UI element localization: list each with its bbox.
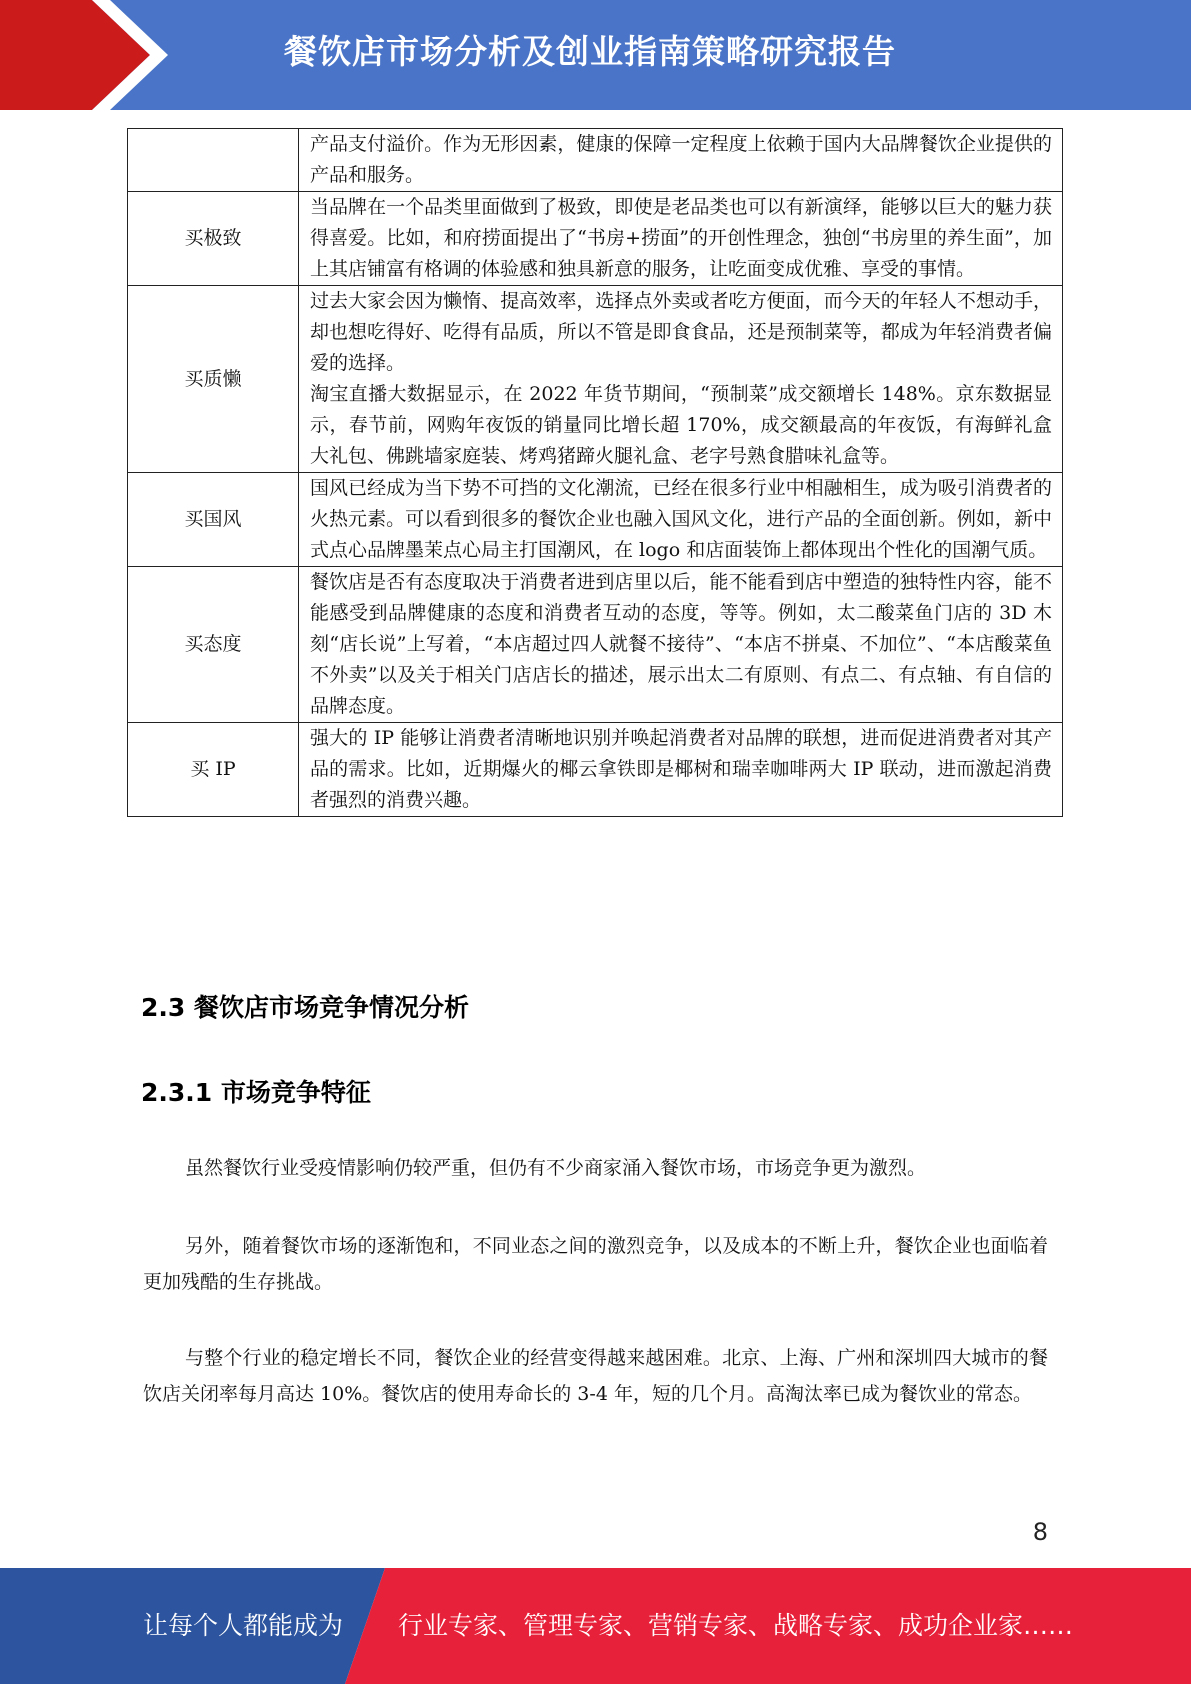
row-paragraph: 国风已经成为当下势不可挡的文化潮流，已经在很多行业中相融相生，成为吸引消费者的火热元素。可以看到很多的餐饮企业也融入国风文化，进行产品的全面创新。例如，新中式点心品牌墨茉点心局主打国潮风，在 logo 和店面装饰上都体现出个性化的国潮气质。	[310, 477, 1052, 561]
document-title: 餐饮店市场分析及创业指南策略研究报告	[284, 32, 896, 71]
table-row	[128, 286, 1063, 473]
row-description	[299, 129, 1063, 192]
body-paragraph-2: 另外，随着餐饮市场的逐渐饱和，不同业态之间的激烈竞争，以及成本的不断上升，餐饮企业也面临着更加残酷的生存挑战。	[143, 1235, 1048, 1293]
page-header	[0, 0, 1191, 110]
header-red-arrow	[0, 0, 150, 110]
row-description	[299, 567, 1063, 723]
row-paragraph: 淘宝直播大数据显示，在 2022 年货节期间，“预制菜”成交额增长 148%。京东数据显示，春节前，网购年夜饭的销量同比增长超 170%，成交额最高的年夜饭，有海鲜礼盒大礼包、佛跳墙家庭装、烤鸡猪蹄火腿礼盒、老字号熟食腊味礼盒等。	[310, 383, 1052, 467]
row-label: 买极致	[128, 192, 299, 286]
body-paragraph-3: 与整个行业的稳定增长不同，餐饮企业的经营变得越来越困难。北京、上海、广州和深圳四大城市的餐饮店关闭率每月高达 10%。餐饮店的使用寿命长的 3-4 年，短的几个月。高淘汰率已成为餐饮业的常态。	[143, 1347, 1048, 1405]
row-label: 买质懒	[128, 286, 299, 473]
row-label: 买态度	[128, 567, 299, 723]
row-paragraph: 强大的 IP 能够让消费者清晰地识别并唤起消费者对品牌的联想，进而促进消费者对其产品的需求。比如，近期爆火的椰云拿铁即是椰树和瑞幸咖啡两大 IP 联动，进而激起消费者强烈的消费兴趣。	[310, 727, 1052, 811]
row-description	[299, 286, 1063, 473]
row-description	[299, 473, 1063, 567]
row-label	[128, 129, 299, 192]
row-paragraph: 过去大家会因为懒惰、提高效率，选择点外卖或者吃方便面，而今天的年轻人不想动手，却也想吃得好、吃得有品质，所以不管是即食食品，还是预制菜等，都成为年轻消费者偏爱的选择。	[310, 290, 1052, 374]
subsection-heading: 2.3.1 市场竞争特征	[141, 1078, 371, 1107]
row-paragraph: 产品支付溢价。作为无形因素，健康的保障一定程度上依赖于国内大品牌餐饮企业提供的产品和服务。	[310, 133, 1052, 186]
table-row	[128, 473, 1063, 567]
footer-slogan-left: 让每个人都能成为	[143, 1611, 344, 1640]
row-description	[299, 723, 1063, 817]
row-paragraph: 当品牌在一个品类里面做到了极致，即使是老品类也可以有新演绎，能够以巨大的魅力获得喜爱。比如，和府捞面提出了“书房+捞面”的开创性理念，独创“书房里的养生面”，加上其店铺富有格调的体验感和独具新意的服务，让吃面变成优雅、享受的事情。	[310, 196, 1052, 280]
body-paragraph-1: 虽然餐饮行业受疫情影响仍较严重，但仍有不少商家涌入餐饮市场，市场竞争更为激烈。	[185, 1157, 927, 1179]
table-row	[128, 129, 1063, 192]
row-paragraph: 餐饮店是否有态度取决于消费者进到店里以后，能不能看到店中塑造的独特性内容，能不能感受到品牌健康的态度和消费者互动的态度，等等。例如，太二酸菜鱼门店的 3D 木刻“店长说”上写着，“本店超过四人就餐不接待”、“本店不拼桌、不加位”、“本店酸菜鱼不外卖”以及关于相关门店店长的描述，展示出太二有原则、有点二、有点轴、有自信的品牌态度。	[310, 571, 1052, 717]
table-row	[128, 567, 1063, 723]
section-heading: 2.3 餐饮店市场竞争情况分析	[141, 993, 469, 1022]
consumption-trends-table	[127, 128, 1063, 817]
table-row	[128, 723, 1063, 817]
row-label: 买国风	[128, 473, 299, 567]
page-number: 8	[1032, 1518, 1048, 1546]
page-footer	[0, 1568, 1191, 1684]
row-description	[299, 192, 1063, 286]
table-row	[128, 192, 1063, 286]
row-label: 买 IP	[128, 723, 299, 817]
footer-slogan-right: 行业专家、管理专家、营销专家、战略专家、成功企业家……	[398, 1611, 1074, 1640]
